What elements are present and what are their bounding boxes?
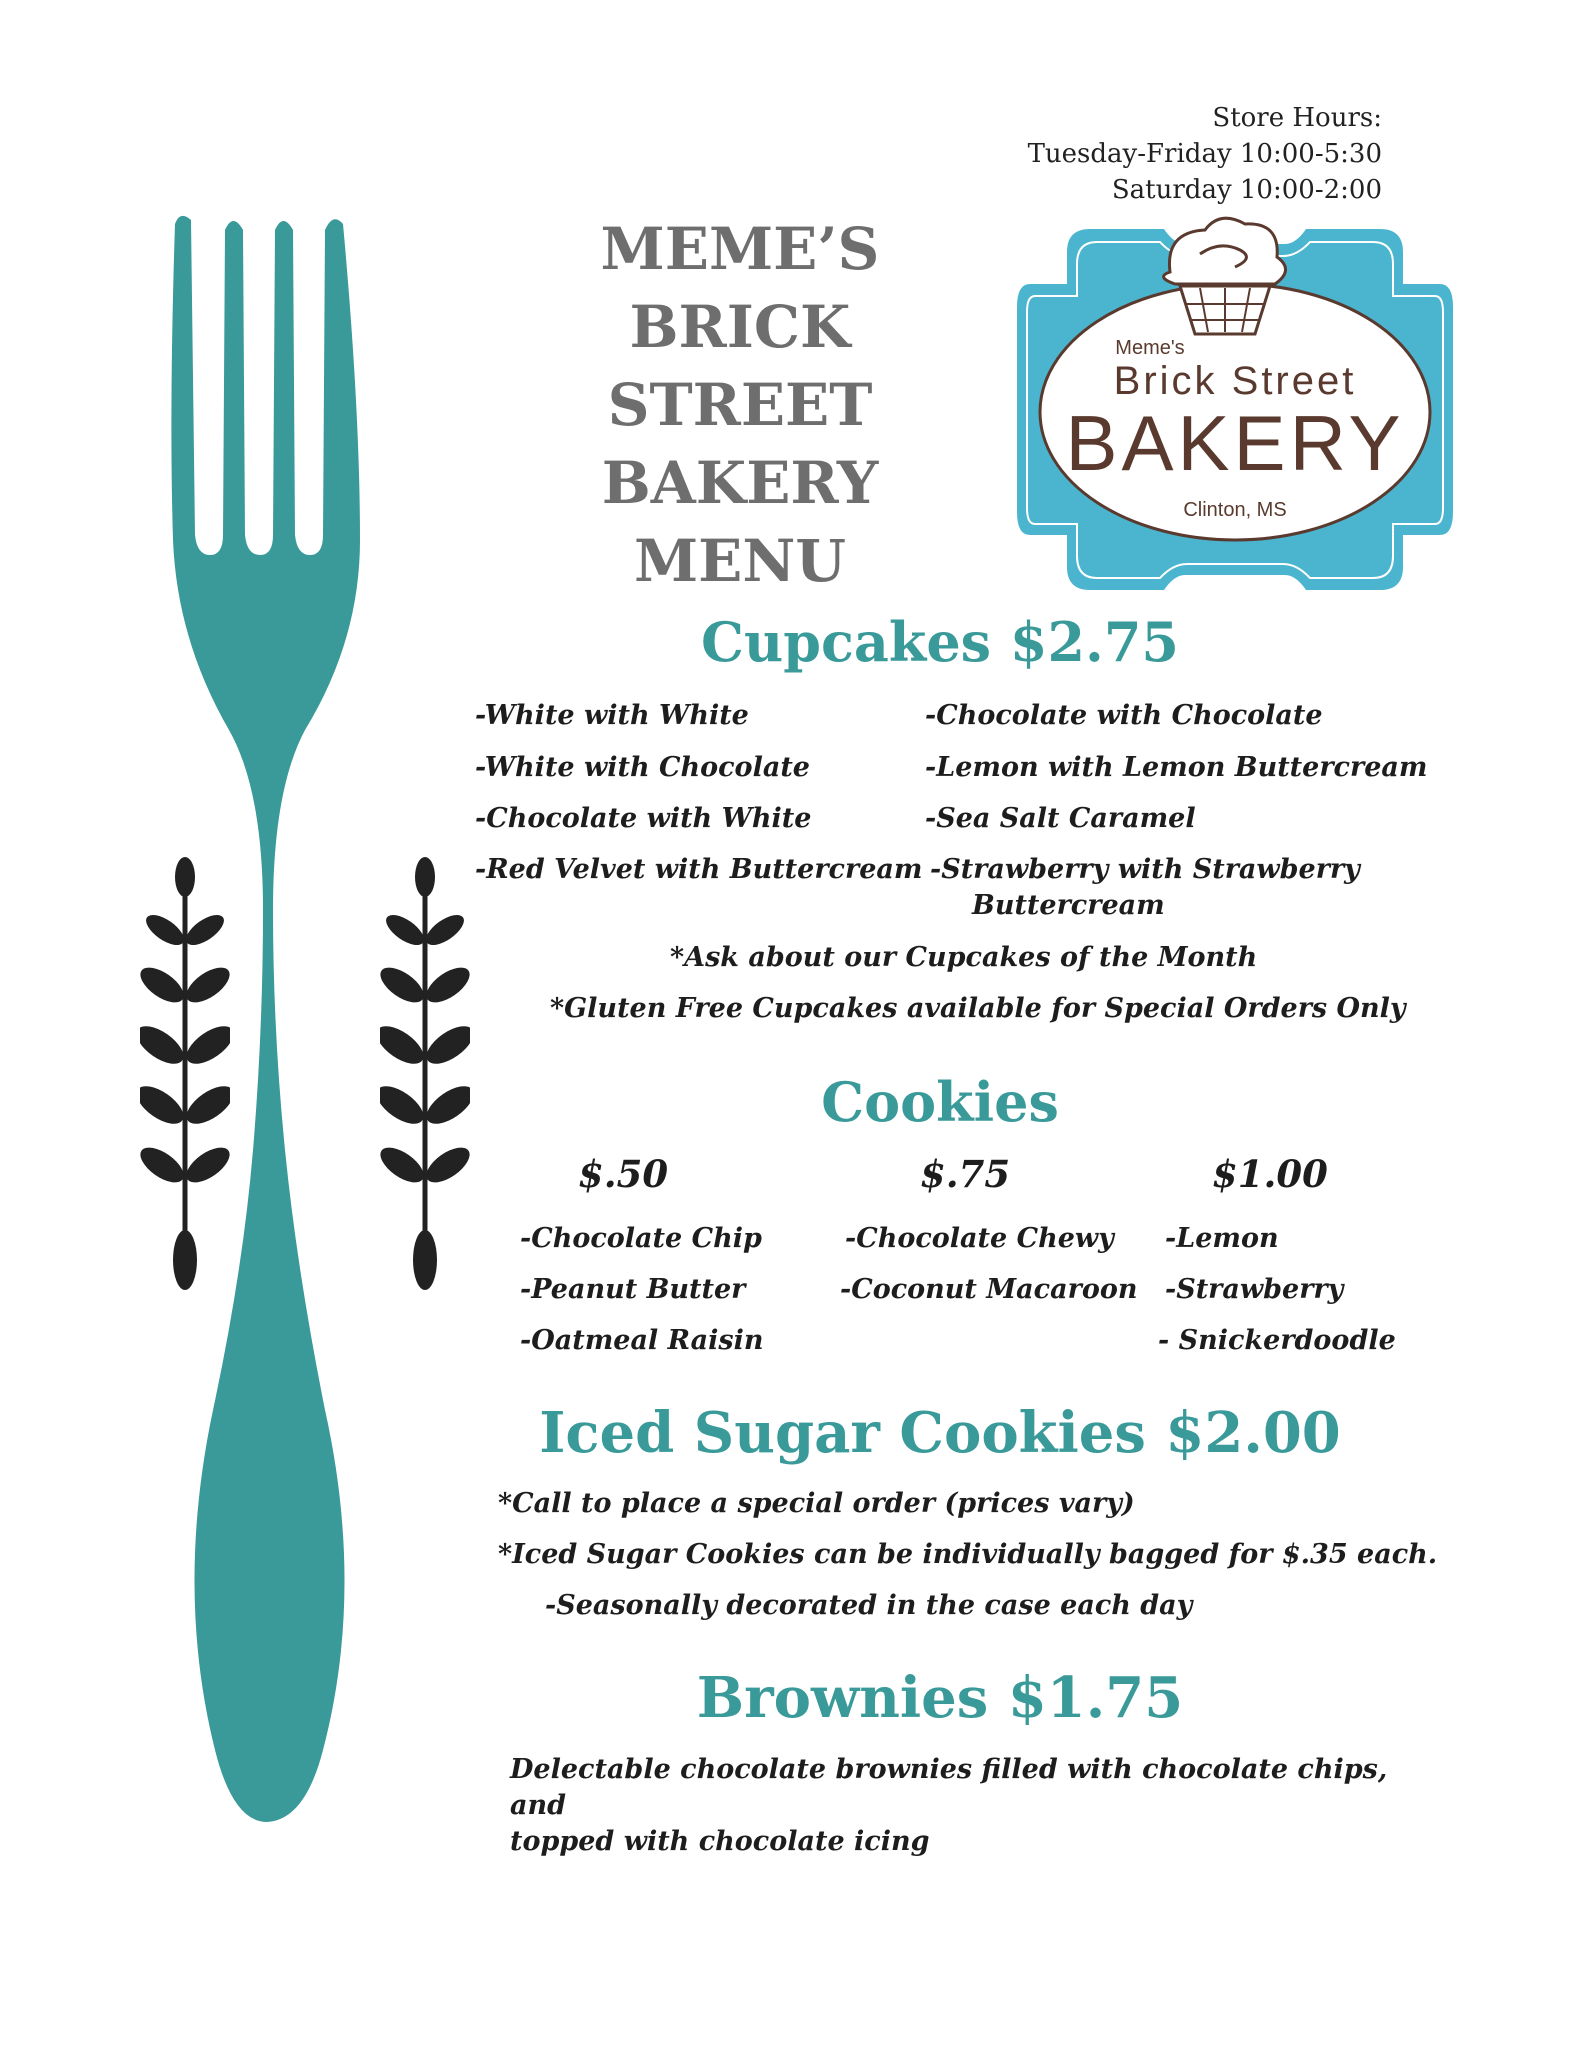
iced-note-seasonal: -Seasonally decorated in the case each day (545, 1590, 1193, 1621)
cookies-heading: Cookies (821, 1070, 1059, 1134)
cookie-price: $1.00 (1212, 1152, 1328, 1196)
iced-note-bagged: *Iced Sugar Cookies can be individually bagged for $.35 each. (498, 1539, 1438, 1570)
store-hours-label: Store Hours: (1212, 103, 1382, 133)
cookie-item: -Chocolate Chip (520, 1223, 762, 1254)
cupcake-item: -Chocolate with White (475, 803, 812, 834)
cupcakes-heading: Cupcakes $2.75 (701, 610, 1179, 674)
cookie-item: -Strawberry (1165, 1274, 1344, 1305)
cookie-item: -Coconut Macaroon (840, 1274, 1138, 1305)
bakery-logo (1005, 212, 1465, 612)
menu-title (480, 210, 1000, 600)
cupcake-item: -Sea Salt Caramel (925, 803, 1196, 834)
cupcake-item: -Lemon with Lemon Buttercream (925, 752, 1428, 783)
cupcake-item: -White with Chocolate (475, 752, 810, 783)
cookie-price: $.75 (920, 1152, 1011, 1196)
cupcake-item: -Strawberry with Strawberry (930, 854, 1360, 885)
menu-title-line-4: MENU (633, 527, 846, 595)
brownies-description (510, 1752, 1410, 1860)
iced-note-special-order: *Call to place a special order (prices vary) (498, 1488, 1135, 1519)
menu-title-line-3: BAKERY (601, 449, 879, 517)
menu-title-line-1: MEME’S BRICK (600, 215, 880, 361)
cupcake-item: Buttercream (972, 890, 1165, 921)
logo-main-text: BAKERY (1065, 399, 1405, 487)
cookie-item: -Peanut Butter (520, 1274, 746, 1305)
cupcake-item: -White with White (475, 700, 749, 731)
cupcake-item: -Chocolate with Chocolate (925, 700, 1323, 731)
cupcakes-note-gluten-free: *Gluten Free Cupcakes available for Special Orders Only (550, 993, 1406, 1024)
menu-title-line-2: STREET (607, 371, 873, 439)
cookie-price: $.50 (578, 1152, 669, 1196)
iced-sugar-cookies-heading: Iced Sugar Cookies $2.00 (539, 1400, 1341, 1466)
logo-top-text: Meme's (1115, 337, 1185, 359)
cookie-item: -Chocolate Chewy (845, 1223, 1114, 1254)
store-hours-saturday: Saturday 10:00-2:00 (1111, 175, 1382, 205)
cupcakes-note-month: *Ask about our Cupcakes of the Month (670, 942, 1258, 973)
cookie-item: -Lemon (1165, 1223, 1279, 1254)
cookie-item: - Snickerdoodle (1158, 1325, 1396, 1356)
store-hours-weekday: Tuesday-Friday 10:00-5:30 (1027, 139, 1382, 169)
cookie-item: -Oatmeal Raisin (520, 1325, 764, 1356)
logo-location: Clinton, MS (1183, 499, 1287, 521)
store-hours (1028, 100, 1382, 208)
logo-middle-text: Brick Street (1113, 359, 1357, 403)
brownies-heading: Brownies $1.75 (696, 1665, 1184, 1731)
brownies-description-line-2: topped with chocolate icing (510, 1826, 930, 1857)
brownies-description-line-1: Delectable chocolate brownies filled with chocolate chips, and (510, 1754, 1388, 1821)
cupcake-item: -Red Velvet with Buttercream (475, 854, 923, 885)
